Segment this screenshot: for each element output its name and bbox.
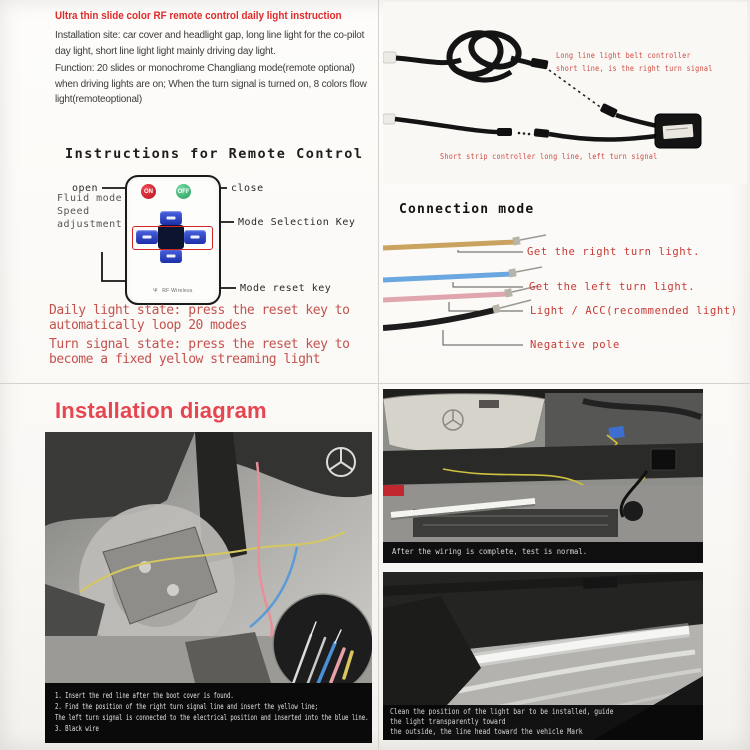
installation-photo-left — [45, 432, 372, 683]
remote-instructions-heading: Instructions for Remote Control — [65, 146, 364, 162]
label-close: close — [231, 183, 264, 194]
wiring-test-photo-art — [383, 389, 703, 563]
installation-heading: Installation diagram — [55, 398, 267, 423]
left-turn-light-label: Get the left turn light. — [529, 281, 696, 293]
blue-wire-pin — [516, 267, 542, 272]
cable-connector-4 — [534, 128, 550, 138]
blue-connector — [608, 426, 624, 439]
daily-light-note: Daily light state: press the reset key to automatically loop 20 modes — [49, 303, 350, 333]
long-line-label-line2: short line, is the right turn signal — [556, 64, 713, 73]
long-line-label-line1: Long line light belt controller — [556, 51, 691, 60]
remote-body — [125, 175, 221, 305]
turn-signal-note: Turn signal state: press the reset key to become a fixed yellow streaming light — [49, 337, 350, 368]
yellow-wire — [383, 242, 515, 248]
light-acc-label: Light / ACC(recommended light) — [530, 305, 738, 317]
label-fluid-line2: Speed — [57, 206, 90, 217]
wiring-test-caption: After the wiring is complete, test is normal. — [392, 547, 588, 556]
step-3: 3. Black wire — [55, 724, 99, 733]
light-bar-caption-line2: the light transparently toward — [390, 717, 506, 726]
blue-wire — [383, 274, 511, 280]
remote-brand — [127, 279, 219, 297]
wiring-test-caption-bar — [383, 542, 703, 563]
light-bar-caption-line3: the outside, the line head toward the vehicle Mark — [390, 727, 583, 736]
light-bar-caption-line1: Clean the position of the light bar to be installed, guide — [390, 707, 614, 716]
long-line-controller-label — [556, 49, 713, 75]
on-button: ON — [141, 184, 156, 199]
mode-reset-key-button — [160, 249, 182, 263]
right-turn-light-label: Get the right turn light. — [527, 246, 701, 258]
black-wire — [383, 310, 495, 328]
step-2: 2. Find the position of the right turn signal line and insert the yellow line; — [55, 702, 318, 711]
negative-pole-label: Negative pole — [530, 339, 620, 351]
yellow-wire-pin — [520, 235, 546, 240]
off-button: OFF — [176, 184, 191, 199]
cable-connector-3 — [497, 128, 512, 136]
black-wire-pin — [500, 300, 531, 308]
divider-vertical — [378, 0, 379, 750]
divider-horizontal — [0, 383, 750, 384]
mode-selection-key-button — [160, 211, 182, 225]
installation-steps-caption — [45, 683, 372, 743]
light-bar-install-photo — [383, 572, 703, 740]
remote-brand-label: RF Wireless — [162, 288, 193, 294]
state-notes — [49, 304, 381, 373]
wiring-test-photo — [383, 389, 703, 563]
controller-box — [655, 114, 701, 148]
step-1: 1. Insert the red line after the boot cover is found. — [55, 691, 234, 700]
intro-paragraph-function: Function: 20 slides or monochrome Changliang mode(remote optional) when driving lights are on; When the turn signal is turned on, 8 colors flow light(remoteoptional) — [55, 63, 367, 105]
pink-wire — [383, 294, 507, 300]
light-bar-caption-bar — [383, 705, 703, 740]
step-2b: The left turn signal is connected to the electrical position and inserted into the blue line. — [55, 713, 369, 722]
label-mode-selection: Mode Selection Key — [238, 217, 356, 228]
short-strip-controller-label: Short strip controller long line, left turn signal — [440, 152, 658, 161]
controller-box-installed — [651, 449, 676, 470]
label-mode-reset: Mode reset key — [240, 283, 332, 294]
label-open: open — [72, 183, 99, 194]
red-badge — [383, 485, 404, 496]
engine-bay-photo-art — [45, 432, 372, 683]
fluid-mode-highlight-frame — [132, 226, 213, 250]
connection-mode-heading: Connection mode — [399, 202, 535, 217]
remote-instructions-section — [45, 146, 379, 368]
label-fluid-line1: Fluid mode — [57, 193, 123, 204]
antenna-icon: Ψ — [153, 288, 158, 294]
light-strip-end-connector — [383, 52, 396, 63]
light-strip-end-connector-2 — [383, 114, 395, 124]
label-fluid-mode — [57, 192, 122, 231]
intro-section — [55, 10, 375, 110]
intro-title: Ultra thin slide color RF remote control daily light instruction — [55, 10, 342, 22]
intro-paragraph-installation-site: Installation site: car cover and headlight gap, long line light for the co-pilot day light, short line light light mainly driving day light. — [55, 30, 365, 57]
label-fluid-line3: adjustment — [57, 219, 123, 230]
